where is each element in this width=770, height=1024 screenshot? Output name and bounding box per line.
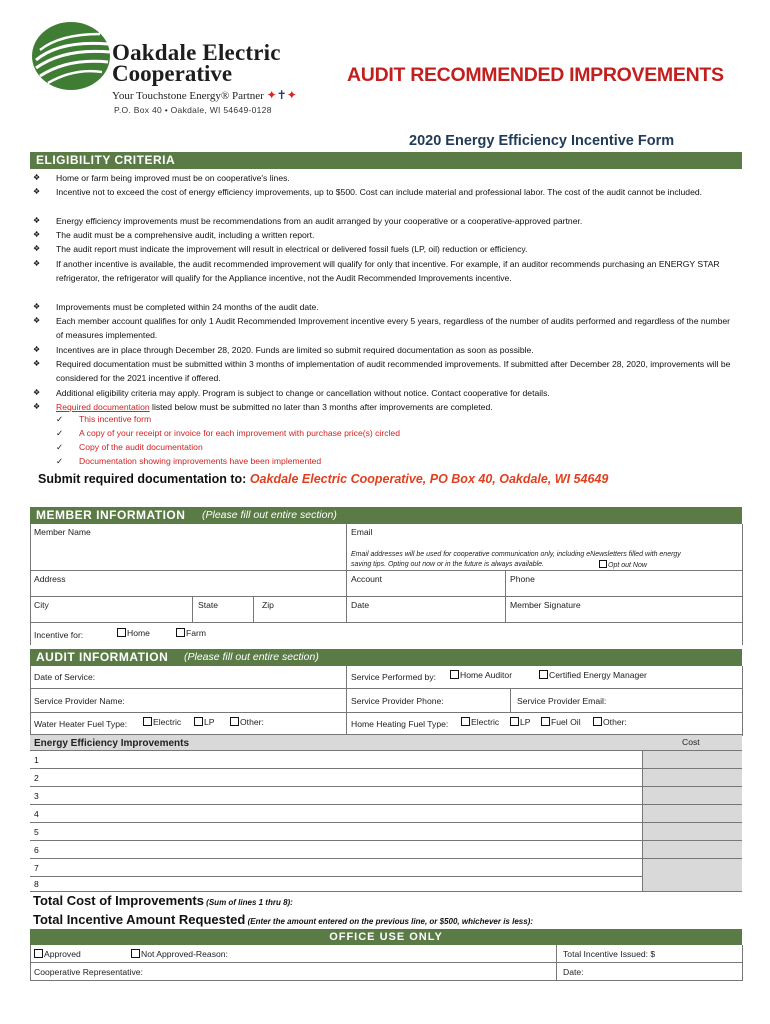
diamond-bullet-icon: ❖: [33, 259, 41, 268]
email-note: Email addresses will be used for cooperative communication only, including eNewsletters filled with energy: [351, 551, 681, 558]
row-number: 7: [34, 863, 39, 873]
checkbox-icon[interactable]: [450, 670, 459, 679]
hh-fuel-oil-checkbox[interactable]: [541, 717, 581, 727]
cost-cell[interactable]: [642, 859, 742, 876]
total-incentive-note: (Enter the amount entered on the previous line, or $500, whichever is less):: [245, 917, 533, 926]
criteria-item: [33, 386, 738, 400]
criteria-item: [33, 314, 738, 342]
criteria-item: [33, 343, 738, 357]
improvement-row[interactable]: [30, 823, 742, 841]
criteria-text: Energy efficiency improvements must be recommendations from an audit arranged by your cooperative or a cooperative-approved partner.: [56, 216, 583, 226]
certified-manager-label: Certified Energy Manager: [549, 670, 647, 680]
checkmark-icon: ✓: [56, 414, 64, 424]
cost-column-header: Cost: [682, 737, 700, 747]
diamond-bullet-icon: ❖: [33, 359, 41, 368]
home-label: Home: [127, 628, 150, 638]
diamond-bullet-icon: ❖: [33, 216, 41, 225]
wh-other-checkbox[interactable]: [230, 717, 264, 727]
state-label: State: [198, 600, 219, 610]
office-use-grid: [30, 945, 742, 981]
checkbox-icon[interactable]: [461, 717, 470, 726]
incentive-for-row: [31, 623, 743, 645]
criteria-text: [56, 400, 738, 414]
date-of-service-field[interactable]: [31, 666, 347, 689]
farm-checkbox[interactable]: [176, 628, 206, 638]
email-label: Email: [351, 527, 373, 537]
criteria-text: Improvements must be completed within 24 months of the audit date.: [56, 302, 319, 312]
total-cost-note: (Sum of lines 1 thru 8):: [203, 898, 293, 907]
row-number: 6: [34, 845, 39, 855]
provider-phone-label: Service Provider Phone:: [351, 696, 444, 706]
touchstone-icon: ✦: [266, 88, 277, 102]
diamond-bullet-icon: ❖: [33, 388, 41, 397]
improvement-row[interactable]: [30, 805, 742, 823]
not-approved-label: Not Approved-Reason:: [141, 949, 228, 959]
member-name-label: Member Name: [34, 527, 91, 537]
touchstone-icon-3: ✦: [286, 88, 297, 102]
date-label: Date: [351, 600, 370, 610]
farm-label: Farm: [186, 628, 207, 638]
total-issued-label: Total Incentive Issued: $: [563, 949, 656, 959]
improvement-row[interactable]: [30, 841, 742, 859]
submit-label: Submit required documentation to:: [38, 472, 250, 486]
checkbox-icon[interactable]: [599, 560, 607, 568]
submit-address: Oakdale Electric Cooperative, PO Box 40, Oakdale, WI 54649: [249, 472, 609, 486]
account-field[interactable]: [347, 571, 506, 597]
row-number: 5: [34, 827, 39, 837]
cost-cell[interactable]: [642, 769, 742, 786]
service-performed-by-field: [347, 666, 743, 689]
criteria-text: Required documentation must be submitted within 3 months of implementation of audit recommended improvements. If submitted after December 28, 2020, improvements will be considered for the 2021 incentive if offered.: [56, 359, 731, 383]
total-cost-line[interactable]: [33, 893, 293, 908]
diamond-bullet-icon: ❖: [33, 244, 41, 253]
diamond-bullet-icon: ❖: [33, 187, 41, 196]
audit-info-header: [30, 649, 742, 666]
criteria-item: [33, 171, 738, 185]
hh-lp-checkbox[interactable]: [510, 717, 531, 727]
row-number: 4: [34, 809, 39, 819]
criteria-item: [33, 357, 738, 385]
water-heater-fuel-row: [31, 713, 347, 736]
hh-electric-label: Electric: [471, 717, 500, 727]
zip-label: Zip: [262, 600, 274, 610]
account-label: Account: [351, 574, 383, 584]
row-number: 2: [34, 773, 39, 783]
diamond-bullet-icon: ❖: [33, 302, 41, 311]
audit-info-heading: AUDIT INFORMATION: [36, 650, 169, 664]
tagline: [112, 88, 297, 103]
cost-cell[interactable]: [642, 805, 742, 822]
criteria-item: [33, 228, 738, 242]
provider-name-label: Service Provider Name:: [34, 696, 125, 706]
document-title: AUDIT RECOMMENDED IMPROVEMENTS: [347, 64, 724, 86]
criteria-text: Additional eligibility criteria may apply. Program is subject to change or cancellation without notice. Contact cooperative for details.: [56, 388, 550, 398]
criteria-text: Incentives are in place through December 28, 2020. Funds are limited so submit required documentation as soon as possible.: [56, 345, 534, 355]
doc-requirement-text: Copy of the audit documentation: [79, 442, 203, 452]
form-title: 2020 Energy Efficiency Incentive Form: [409, 133, 675, 149]
opt-out-checkbox[interactable]: [599, 560, 647, 569]
cooperative-rep-field[interactable]: [31, 963, 557, 981]
criteria-text: Incentive not to exceed the cost of energy efficiency improvements, up to $500. Cost can include material and professional labor. The cost of the audit cannot be included.: [56, 187, 703, 197]
criteria-text-rest: listed below must be submitted no later than 3 months after improvements are completed.: [149, 402, 493, 412]
row-number: 1: [34, 755, 39, 765]
provider-email-field[interactable]: [511, 689, 743, 713]
member-name-field[interactable]: [31, 524, 347, 571]
criteria-item: [33, 300, 738, 314]
criteria-item: [33, 214, 738, 228]
improvements-header: [30, 734, 742, 751]
office-date-label: Date:: [563, 967, 584, 977]
checkbox-icon[interactable]: [541, 717, 550, 726]
member-info-grid: [30, 524, 742, 645]
doc-requirement-text: Documentation showing improvements have been implemented: [79, 456, 322, 466]
total-issued-field[interactable]: [557, 945, 743, 963]
checkbox-icon[interactable]: [117, 628, 126, 637]
date-of-service-label: Date of Service:: [34, 672, 96, 682]
checkbox-icon[interactable]: [143, 717, 152, 726]
hh-other-checkbox[interactable]: [593, 717, 627, 727]
total-incentive-label: Total Incentive Amount Requested: [33, 912, 246, 927]
checkbox-icon[interactable]: [230, 717, 239, 726]
checkmark-icon: ✓: [56, 456, 64, 466]
home-heating-label: Home Heating Fuel Type:: [351, 719, 449, 729]
diamond-bullet-icon: ❖: [33, 230, 41, 239]
checkbox-icon[interactable]: [194, 717, 203, 726]
service-performed-by-label: Service Performed by:: [351, 672, 437, 682]
address-label: Address: [34, 574, 66, 584]
checkbox-icon[interactable]: [510, 717, 519, 726]
hh-lp-label: LP: [520, 717, 531, 727]
approved-checkbox[interactable]: [34, 949, 81, 959]
criteria-text: If another incentive is available, the audit recommended improvement will qualify for only that incentive. For example, if an auditor recommends purchasing an ENERGY STAR refrigerator, the refrigerator will qualify for the Appliance incentive, not the Audit Recommended Improvements incentive.: [56, 259, 720, 283]
hh-fuel-oil-label: Fuel Oil: [551, 717, 581, 727]
total-cost-label: Total Cost of Improvements: [33, 893, 204, 908]
incentive-for-label: Incentive for:: [34, 630, 84, 640]
member-signature-label: Member Signature: [510, 600, 581, 610]
checkbox-icon[interactable]: [176, 628, 185, 637]
checkbox-icon[interactable]: [539, 670, 548, 679]
cooperative-rep-label: Cooperative Representative:: [34, 967, 143, 977]
criteria-text: The audit must be a comprehensive audit, including a written report.: [56, 230, 315, 240]
improvements-heading: Energy Efficiency Improvements: [34, 738, 190, 749]
checkmark-icon: ✓: [56, 442, 64, 452]
criteria-item: [33, 185, 738, 213]
city-field[interactable]: [31, 597, 193, 623]
wh-electric-label: Electric: [153, 717, 182, 727]
total-incentive-line[interactable]: [33, 912, 533, 927]
office-use-header: OFFICE USE ONLY: [30, 929, 742, 945]
certified-manager-checkbox[interactable]: [539, 670, 647, 680]
wh-lp-checkbox[interactable]: [194, 717, 215, 727]
checkmark-icon: ✓: [56, 428, 64, 438]
diamond-bullet-icon: ❖: [33, 402, 41, 411]
wh-lp-label: LP: [204, 717, 215, 727]
state-field[interactable]: [193, 597, 254, 623]
provider-email-label: Service Provider Email:: [517, 696, 607, 706]
criteria-item: [33, 400, 738, 414]
phone-field[interactable]: [506, 571, 743, 597]
approved-label: Approved: [44, 949, 81, 959]
audit-info-grid: [30, 666, 742, 736]
org-name-line1: Oakdale Electric: [112, 40, 281, 65]
hh-electric-checkbox[interactable]: [461, 717, 499, 727]
criteria-item: [33, 257, 738, 299]
hh-other-label: Other:: [603, 717, 627, 727]
checkbox-icon[interactable]: [131, 949, 140, 958]
office-date-field[interactable]: [557, 963, 743, 981]
criteria-item: [33, 242, 738, 256]
city-label: City: [34, 600, 49, 610]
improvement-row[interactable]: [30, 875, 742, 892]
home-heating-fuel-row: [347, 713, 743, 736]
diamond-bullet-icon: ❖: [33, 173, 41, 182]
cost-cell[interactable]: [642, 787, 742, 804]
org-address: P.O. Box 40 • Oakdale, WI 54649-0128: [114, 105, 272, 115]
home-auditor-checkbox[interactable]: [450, 670, 512, 680]
cost-cell[interactable]: [642, 875, 742, 891]
cost-cell[interactable]: [642, 751, 742, 768]
checkbox-icon[interactable]: [593, 717, 602, 726]
required-docs-link[interactable]: Required documentation: [56, 402, 150, 412]
tagline-text: Your Touchstone Energy® Partner: [112, 90, 264, 102]
diamond-bullet-icon: ❖: [33, 316, 41, 325]
email-note-2: saving tips. Opting out now or in the future is always available.: [351, 561, 544, 568]
water-heater-label: Water Heater Fuel Type:: [34, 719, 128, 729]
zip-field[interactable]: [254, 597, 347, 623]
opt-out-label: Opt out Now: [608, 562, 647, 569]
email-field[interactable]: [347, 524, 743, 571]
provider-name-field[interactable]: [31, 689, 347, 713]
audit-info-note: (Please fill out entire section): [184, 651, 319, 663]
eligibility-heading: ELIGIBILITY CRITERIA: [36, 153, 176, 167]
not-approved-checkbox[interactable]: [131, 949, 228, 959]
cost-cell[interactable]: [642, 823, 742, 840]
doc-requirement-text: A copy of your receipt or invoice for each improvement with purchase price(s) circled: [79, 428, 400, 438]
criteria-text: Home or farm being improved must be on cooperative's lines.: [56, 173, 290, 183]
diamond-bullet-icon: ❖: [33, 345, 41, 354]
approval-row: [31, 945, 557, 963]
org-name-line2: Cooperative: [112, 61, 233, 86]
doc-requirement-text: This incentive form: [79, 414, 152, 424]
cooperative-logo: [30, 20, 112, 92]
home-auditor-label: Home Auditor: [460, 670, 513, 680]
row-number: 3: [34, 791, 39, 801]
criteria-text: Each member account qualifies for only 1 Audit Recommended Improvement incentive every 5 years, regardless of the number of audits performed and regardless of the number of measures implemented.: [56, 316, 731, 340]
wh-other-label: Other:: [240, 717, 264, 727]
improvement-row[interactable]: [30, 769, 742, 787]
cost-cell[interactable]: [642, 841, 742, 858]
member-info-header: [30, 507, 742, 524]
home-checkbox[interactable]: [117, 628, 150, 638]
touchstone-icon-2: ✝: [276, 88, 287, 102]
row-number: 8: [34, 879, 39, 889]
provider-phone-field[interactable]: [347, 689, 511, 713]
member-info-note: (Please fill out entire section): [202, 509, 337, 521]
member-info-heading: MEMBER INFORMATION: [36, 508, 186, 522]
date-field[interactable]: [347, 597, 506, 623]
member-signature-field[interactable]: [506, 597, 743, 623]
address-field[interactable]: [31, 571, 347, 597]
criteria-text: The audit report must indicate the improvement will result in electrical or delivered fossil fuels (LP, oil) reduction or efficiency.: [56, 244, 528, 254]
improvement-row[interactable]: [30, 751, 742, 769]
improvement-row[interactable]: [30, 787, 742, 805]
checkbox-icon[interactable]: [34, 949, 43, 958]
phone-label: Phone: [510, 574, 535, 584]
submit-instructions: [38, 472, 608, 486]
eligibility-header: [30, 152, 742, 169]
wh-electric-checkbox[interactable]: [143, 717, 181, 727]
